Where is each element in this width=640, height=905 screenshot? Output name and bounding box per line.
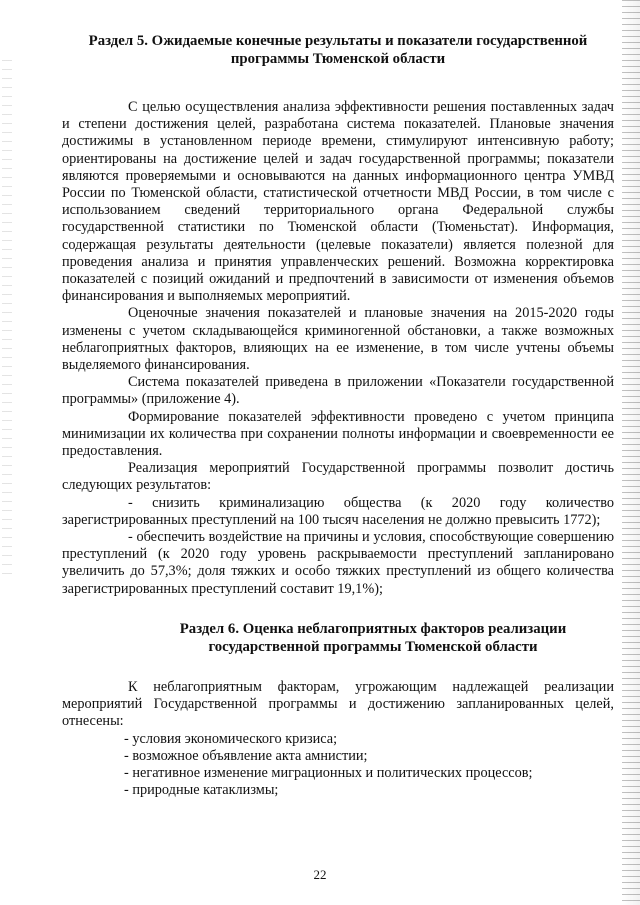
section-5-result-item: - обеспечить воздействие на причины и условия, способствующие совершению преступлений (к 2020 году уровень раскрываемости преступлений запланировано увеличить до 57,3%; доля тяжких и особо тяжких преступлений из общего количества зарегистрированных преступлений составит 19,1%); — [62, 529, 614, 597]
section-6-list-item: - условия экономического кризиса; — [124, 730, 338, 747]
section-6-list-item: - негативное изменение миграционных и политических процессов; — [124, 764, 533, 781]
section-5-title: Раздел 5. Ожидаемые конечные результаты и показатели государственной программы Тюменской области — [88, 33, 588, 67]
section-6-list-item: - возможное объявление акта амнистии; — [124, 747, 368, 764]
section-5-paragraph: С целью осуществления анализа эффективности решения поставленных задач и степени достижения целей, разработана система показателей. Плановые значения достижимы в установленном периоде времени, стимулируют интенсивную работу; ориентированы на достижение целей и задач государственной программы; показатели являются проверяемыми и основываются на данных информационного центра УМВД России по Тюменской области, статистической отчетности МВД России, в том числе с использованием сведений территориального органа Федеральной службы государственной статистики по Тюменской области (Тюменьстат). Информация, содержащая результаты деятельности (целевые показатели) является полезной для проведения анализа и принятия управленческих решений. Возможна корректировка показателей с позиций ожиданий и предпочтений в зависимости от изменения объемов финансирования и выполняемых мероприятий. — [62, 99, 614, 305]
section-5-paragraph: Реализация мероприятий Государственной программы позволит достичь следующих результатов: — [62, 460, 614, 494]
section-6-list-item: - природные катаклизмы; — [124, 782, 279, 799]
section-6-title: Раздел 6. Оценка неблагоприятных факторов реализации государственной программы Тюменской области — [179, 620, 567, 655]
section-5-result-item: - снизить криминализацию общества (к 2020 году количество зарегистрированных преступлений на 100 тысяч населения не должно превысить 1772); — [62, 494, 614, 528]
section-5-paragraph: Система показателей приведена в приложении «Показатели государственной программы» (приложение 4). — [62, 374, 614, 408]
page-number: 22 — [313, 867, 327, 882]
page-content — [62, 32, 614, 799]
section-5-paragraph: Оценочные значения показателей и плановые значения на 2015-2020 годы изменены с учетом складывающейся криминогенной обстановки, а также возможных неблагоприятных факторов, влияющих на ее изменение, в том числе учтены объемы выделяемого финансирования. — [62, 305, 614, 374]
section-5-paragraph: Формирование показателей эффективности проведено с учетом принципа минимизации их количества при сохранении полноты информации и своевременности ее предоставления. — [62, 408, 614, 460]
scan-edge-marks-left — [2, 60, 12, 580]
scan-edge-marks-right — [622, 0, 640, 905]
section-6-intro: К неблагоприятным факторам, угрожающим надлежащей реализации мероприятий Государственной программы и достижению запланированных целей, отнесены: — [62, 678, 614, 730]
